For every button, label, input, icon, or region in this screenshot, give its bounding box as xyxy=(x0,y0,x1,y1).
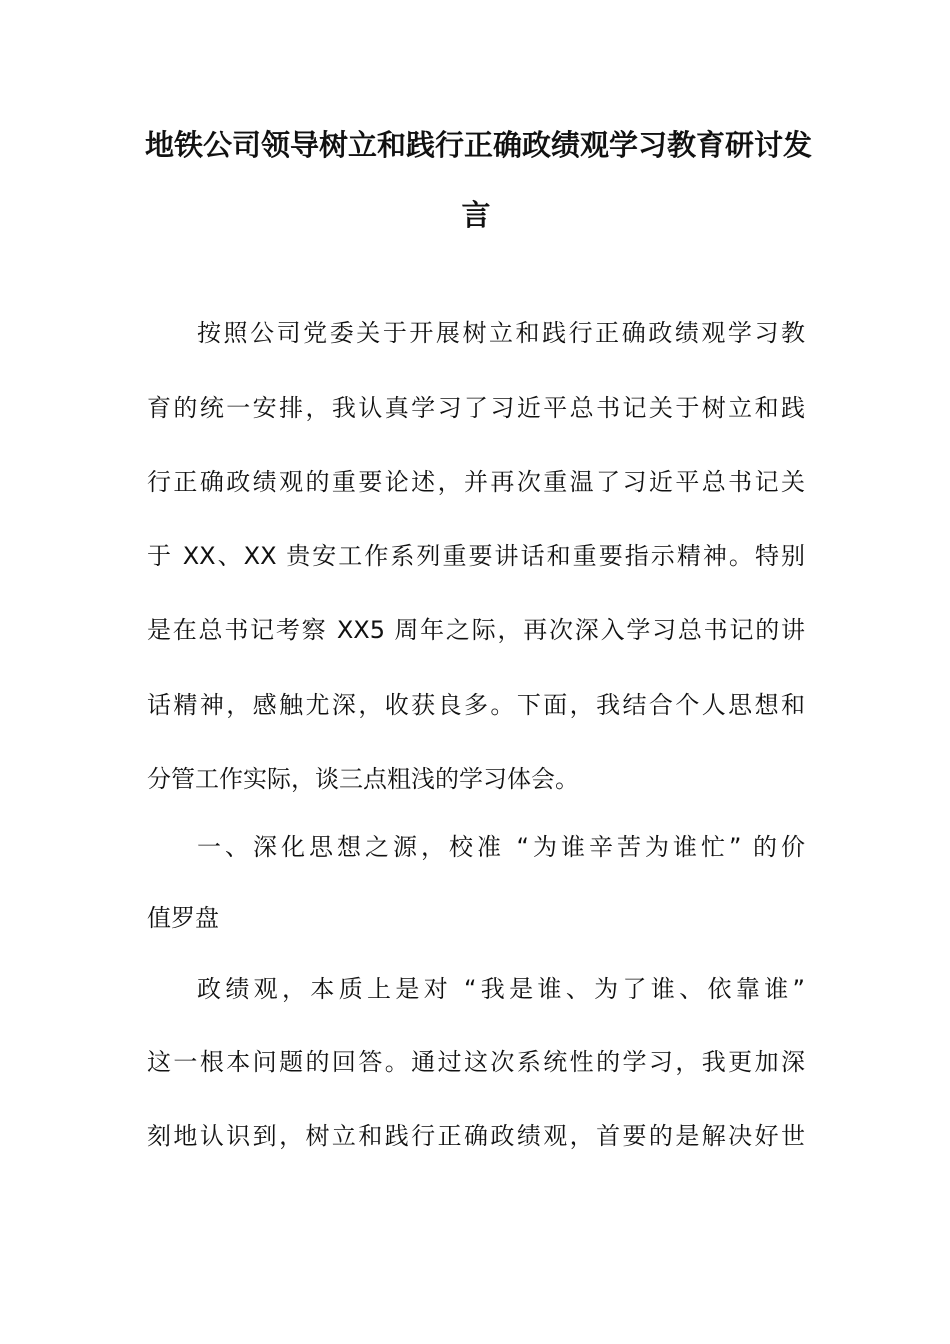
paragraph-line: 按照公司党委关于开展树立和践行正确政绩观学习教 xyxy=(197,319,805,347)
paragraph-line: 刻地认识到，树立和践行正确政绩观，首要的是解决好世 xyxy=(147,1122,805,1150)
heading-line: 一、深化思想之源，校准 “为谁辛苦为谁忙” 的价 xyxy=(197,833,805,861)
paragraph-line: 话精神，感触尤深，收获良多。下面，我结合个人思想和 xyxy=(147,691,805,719)
paragraph-line: 行正确政绩观的重要论述，并再次重温了习近平总书记关 xyxy=(147,468,805,496)
document-title-line-2: 言 xyxy=(461,198,491,232)
paragraph-line: 育的统一安排，我认真学习了习近平总书记关于树立和践 xyxy=(147,394,805,422)
paragraph-line: 于 XX、XX 贵安工作系列重要讲话和重要指示精神。特别 xyxy=(147,542,805,570)
paragraph-line: 政绩观，本质上是对 “我是谁、为了谁、依靠谁” xyxy=(197,975,805,1003)
paragraph-line: 是在总书记考察 XX5 周年之际，再次深入学习总书记的讲 xyxy=(147,616,805,644)
heading-line: 值罗盘 xyxy=(147,904,219,932)
paragraph-line: 这一根本问题的回答。通过这次系统性的学习，我更加深 xyxy=(147,1048,805,1076)
document-title-line-1: 地铁公司领导树立和践行正确政绩观学习教育研讨发 xyxy=(145,128,813,162)
paragraph-line: 分管工作实际，谈三点粗浅的学习体会。 xyxy=(147,765,579,793)
